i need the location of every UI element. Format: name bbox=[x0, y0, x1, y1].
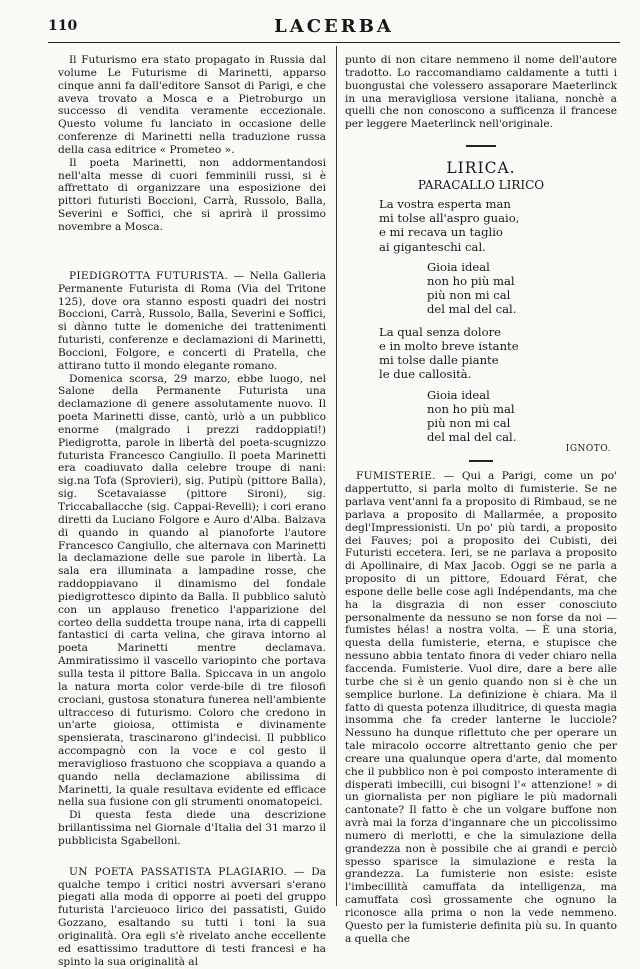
paragraph-futurismo-russia: Il Futurismo era stato propagato in Russia dal volume Le Futurisme di Marinetti, apparso cinque anni fa dall'editore Sansot di Parigi, e che aveva trovato a Mosca e a Pietroburgo un successo di vendita veramente eccezionale. Questo volume fu lanciato in occasione delle conferenze di Marinetti nella traduzione russa della casa editrice « Prometeo ». bbox=[58, 54, 326, 156]
poem-signature: IGNOTO. bbox=[565, 444, 611, 455]
paragraph-fumisterie bbox=[345, 470, 617, 945]
section-gap bbox=[345, 147, 617, 159]
verse-line: mi tolse all'aspro guaio, bbox=[379, 211, 520, 226]
section-gap bbox=[345, 462, 617, 470]
verse-line: del mal del cal. bbox=[427, 430, 517, 445]
poem-refrain-2 bbox=[427, 388, 617, 445]
verse-line: mi tolse dalle piante bbox=[379, 353, 499, 368]
section-gap bbox=[345, 317, 617, 325]
verse-line: e mi recava un taglio bbox=[379, 225, 503, 240]
section-gap bbox=[58, 848, 326, 866]
page-header bbox=[48, 18, 620, 40]
verse-line: non ho più mal bbox=[427, 401, 515, 416]
verse-line: La qual senza dolore bbox=[379, 324, 501, 339]
section-gap bbox=[345, 131, 617, 145]
paragraph-esposizione-mosca: Il poeta Marinetti, non addormentandosi nell'alta messe di cuori femminili russi, si è affrettato di organizzare una esposizione dei pittori futuristi Boccioni, Carrà, Russolo, Balla, Severini e Soffici, che si aprirà il prossimo novembre a Mosca. bbox=[58, 156, 326, 233]
poem-stanza-1 bbox=[379, 197, 617, 254]
plagiario-text: Da qualche tempo i critici nostri avversari s'erano piegati alla moda di opporre ai poeti del gruppo futurista l'arcieuoco lirico dei passatisti, Guido Gozzano, esaltando su tutti i toni la sua originalità. Ora egli s'è rivelato anche eccellente ed esattissimo traduttore di testi francesi e ha spinto la sua originalità al bbox=[58, 865, 326, 968]
paragraph-maeterlinck: punto di non citare nemmeno il nome dell'autore tradotto. Lo raccomandiamo caldamente a tutti i buongustai che volessero assaporare Maeterlinck in una meravigliosa versione italiana, nonchè a quelli che non conoscono a sufficenza il francese per leggere Maeterlinck nell'originale. bbox=[345, 54, 617, 131]
verse-line: più non mi cal bbox=[427, 415, 511, 430]
paragraph-piedigrotta-domenica: Domenica scorsa, 29 marzo, ebbe luogo, nel Salone della Permanente Futurista una declamazione di genere assolutamente nuovo. Il poeta Marinetti disse, cantò, urlò a un pubblico enorme (malgrado i prezzi raddoppiati!) Piedigrotta, parole in libertà del poeta-scugnizzo futurista Francesco Cangiullo. Il poeta Marinetti era coadiuvato dalla celebre troupe di nani: sig.na Tofa (Sprovieri), sig. Putipù (pittore Balla), sig. Scetavaiasse (pittore Sironi), sig. Triccaballacche (sig. Cappai-Revelli); i cori erano diretti da Luciano Folgore e Auro d'Alba. Balzava di quando in quando al pianoforte l'autore Francesco Cangiullo, che alternava con Marinetti la declamazione delle sue parole in libertà. La sala era illuminata a lampadine rosse, che raddoppiavano il dinamismo del fondale piedigrottesco dipinto da Balla. Il pubblico salutò con un applauso frenetico l'apparizione del corteo della suddetta troupe nana, irta di cappelli fantastici di carta velina, che girava intorno al poeta Marinetti mentre declamava. Ammiratissimo il vascello variopinto che portava sulla testa il pittore Balla. Spiccava in un angolo la natura morta color verde-bile di tre filosofi crociani, gustosa stonatura funerea nell'ambiente ultracceso di futurismo. Coloro che credono in un'arte gioiosa, ottimista e divinamente spensierata, trascinarono gl'indecisi. Il pubblico accompagnò con la voce e col gesto il meraviglioso frastuono che scoppiava a quando a quando nella declamazione abilissima di Marinetti, la quale resultava evidente ed efficace nella sua fusione con gli strumenti onomatopeici. bbox=[58, 372, 326, 809]
verse-line: e in molto breve istante bbox=[379, 338, 519, 353]
header-rule bbox=[48, 42, 620, 43]
verse-line: le due callosità. bbox=[379, 367, 472, 382]
fumisterie-text: Qui a Parigi, come un po' dappertutto, si parla molto di fumisterie. Se ne parlava vent'anni fa a proposito di Rimbaud, se ne parlava a proposito di Mallarmée, a proposito degl'Impressionisti. Un po' più tardi, a proposito dei Fauves; poi a proposito dei Cubisti, dei Futuristi eccetera. Ieri, se ne parlava a proposito di Apollinaire, di Max Jacob. Oggi se ne parla a proposito di un pittore, Edouard Férat, che espone delle belle cose agli Indépendants, ma che ha la disgrazia di non esser conosciuto personalmente da nessuno se non forse da noi — fumistes hélas! a nostra volta. — È una storia, questa della fumisterie, eterna, e stupisce che nessuno abbia tentato finora di veder chiaro nella faccenda. Fumisterie. Vuol dire, dare a bere alle turbe che si è un genio quando non si è che un semplice burlone. La definizione è chiara. Ma il fatto di questa potenza illuditrice, di questa magia insomma che fa creder lanterne le lucciole? Nessuno ha dunque riflettuto che per operare un tale miracolo occorre altrettanto genio che per creare una qualunque opera d'arte, dal momento che il pubblico non è poi composto interamente di disperati imbecilli, cui bisogni l'« attenzione! » di un giornalista per non pigliare le più madornali cantonate? Il fatto è che un volgare buffone non avrà mai la forza d'ingannare che un piccolissimo numero di merlotti, e che la simulazione della grandezza non è possibile che ai grandi e perciò spesso sparisce la simulazione e resta la grandezza. La fumisterie non esiste: esiste l'imbecillità camuffata da intelligenza, ma camuffata così grossamente che ognuno la riconosce alla prima o non la vede nemmeno. Questo per la fumisterie definita più su. In quanto a quella che bbox=[345, 470, 617, 945]
heading-fumisterie: FUMISTERIE. — bbox=[356, 470, 455, 483]
poem-title: PARACALLO LIRICO bbox=[417, 178, 545, 193]
column-rule bbox=[336, 46, 337, 906]
verse-line: La vostra esperta man bbox=[379, 197, 511, 212]
right-column bbox=[345, 54, 617, 946]
page-number: 110 bbox=[48, 18, 78, 34]
lirica-title: LIRICA. bbox=[446, 159, 516, 178]
paragraph-giornale-italia: Di questa festa diede una descrizione brillantissima nel Giornale d'Italia del 31 marzo il pubblicista Sgabelloni. bbox=[58, 809, 326, 847]
section-gap bbox=[58, 234, 326, 270]
paragraph-piedigrotta-intro bbox=[58, 270, 326, 373]
poem-stanza-2 bbox=[379, 325, 617, 382]
verse-line: Gioia ideal bbox=[427, 387, 490, 402]
verse-line: Gioia ideal bbox=[427, 259, 490, 274]
verse-line: non ho più mal bbox=[427, 274, 515, 289]
left-column bbox=[58, 54, 326, 969]
verse-line: del mal del cal. bbox=[427, 302, 517, 317]
paragraph-plagiario bbox=[58, 866, 326, 969]
heading-plagiario: UN POETA PASSATISTA PLAGIARIO. — bbox=[69, 865, 305, 878]
piedigrotta-text: Nella Galleria Permanente Futurista di Roma (Via del Tritone 125), dove ora stanno esposti quadri dei nostri Boccioni, Carrà, Russolo, Balla, Severini e Soffici, si dànno tutte le domeniche dei trattenimenti futuristi, conferenze e declamazioni di Marinetti, Boccioni, Folgore, e concerti di Pratella, che attirano tutto il mondo elegante romano. bbox=[58, 269, 326, 372]
masthead: LACERBA bbox=[274, 16, 394, 37]
verse-line: più non mi cal bbox=[427, 288, 511, 303]
verse-line: ai giganteschi cal. bbox=[379, 239, 486, 254]
heading-piedigrotta: PIEDIGROTTA FUTURISTA. — bbox=[69, 269, 245, 282]
poem-refrain-1 bbox=[427, 260, 617, 317]
